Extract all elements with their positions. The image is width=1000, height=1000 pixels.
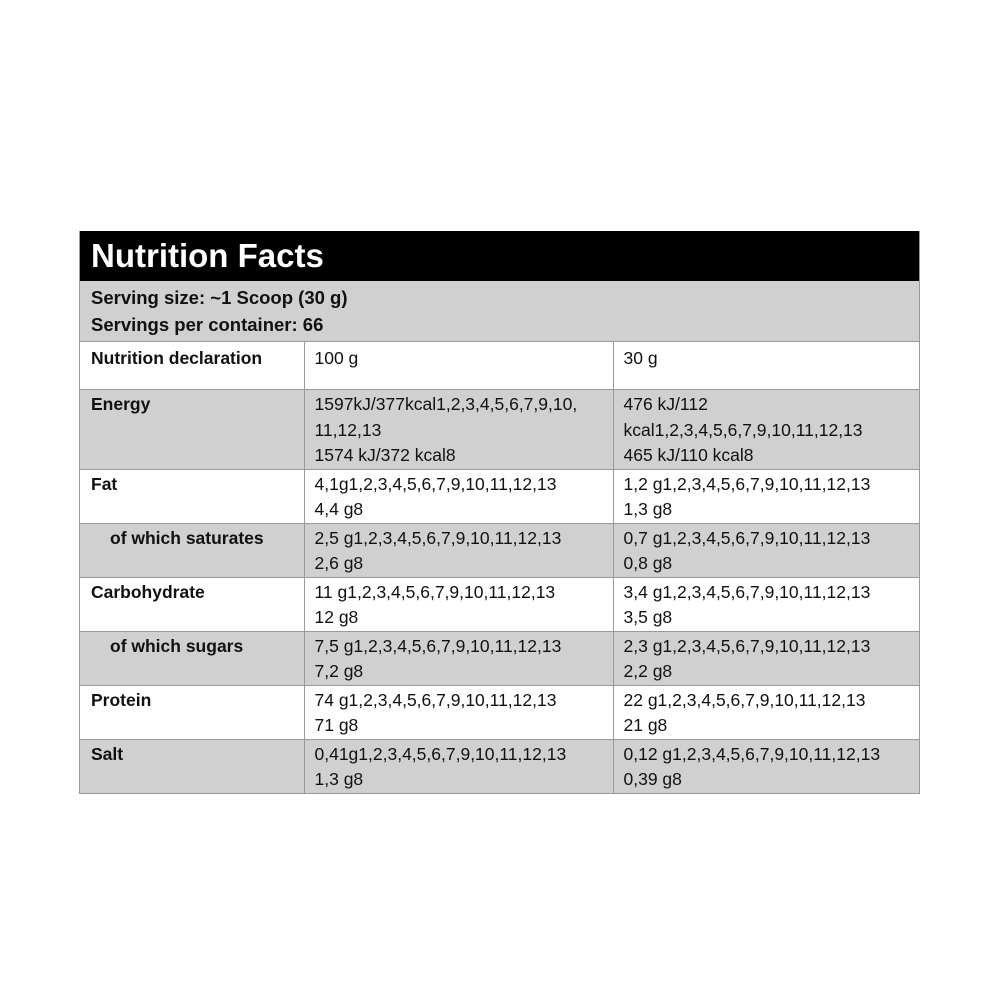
servings-per-container: Servings per container: 66 (91, 314, 324, 335)
row-label-fat: Fat (80, 469, 304, 523)
row-label-energy: Energy (80, 390, 304, 470)
salt-per-30g: 0,12 g1,2,3,4,5,6,7,9,10,11,12,13 0,39 g8 (613, 739, 919, 793)
header-30g: 30 g (613, 342, 919, 390)
table-header-row (80, 342, 919, 390)
header-100g: 100 g (304, 342, 613, 390)
table-row (80, 631, 919, 685)
header-label: Nutrition declaration (80, 342, 304, 390)
saturates-per-100g: 2,5 g1,2,3,4,5,6,7,9,10,11,12,13 2,6 g8 (304, 523, 613, 577)
serving-size: Serving size: ~1 Scoop (30 g) (91, 287, 348, 308)
saturates-per-30g: 0,7 g1,2,3,4,5,6,7,9,10,11,12,13 0,8 g8 (613, 523, 919, 577)
row-label-protein: Protein (80, 685, 304, 739)
sugars-per-30g: 2,3 g1,2,3,4,5,6,7,9,10,11,12,13 2,2 g8 (613, 631, 919, 685)
energy-per-30g: 476 kJ/112 kcal1,2,3,4,5,6,7,9,10,11,12,13 465 kJ/110 kcal8 (613, 390, 919, 470)
table-row (80, 469, 919, 523)
fat-per-30g: 1,2 g1,2,3,4,5,6,7,9,10,11,12,13 1,3 g8 (613, 469, 919, 523)
energy-per-100g: 1597kJ/377kcal1,2,3,4,5,6,7,9,10, 11,12,13 1574 kJ/372 kcal8 (304, 390, 613, 470)
serving-info (80, 281, 919, 342)
sugars-per-100g: 7,5 g1,2,3,4,5,6,7,9,10,11,12,13 7,2 g8 (304, 631, 613, 685)
row-label-carbohydrate: Carbohydrate (80, 577, 304, 631)
table-row (80, 739, 919, 793)
table-row (80, 577, 919, 631)
fat-per-100g: 4,1g1,2,3,4,5,6,7,9,10,11,12,13 4,4 g8 (304, 469, 613, 523)
protein-per-30g: 22 g1,2,3,4,5,6,7,9,10,11,12,13 21 g8 (613, 685, 919, 739)
row-label-salt: Salt (80, 739, 304, 793)
nutrition-facts-panel (79, 231, 920, 794)
salt-per-100g: 0,41g1,2,3,4,5,6,7,9,10,11,12,13 1,3 g8 (304, 739, 613, 793)
row-label-saturates: of which saturates (80, 523, 304, 577)
nutrition-table (80, 342, 919, 793)
carbohydrate-per-30g: 3,4 g1,2,3,4,5,6,7,9,10,11,12,13 3,5 g8 (613, 577, 919, 631)
table-row (80, 390, 919, 470)
protein-per-100g: 74 g1,2,3,4,5,6,7,9,10,11,12,13 71 g8 (304, 685, 613, 739)
carbohydrate-per-100g: 11 g1,2,3,4,5,6,7,9,10,11,12,13 12 g8 (304, 577, 613, 631)
table-row (80, 523, 919, 577)
panel-title: Nutrition Facts (80, 231, 919, 281)
row-label-sugars: of which sugars (80, 631, 304, 685)
table-row (80, 685, 919, 739)
